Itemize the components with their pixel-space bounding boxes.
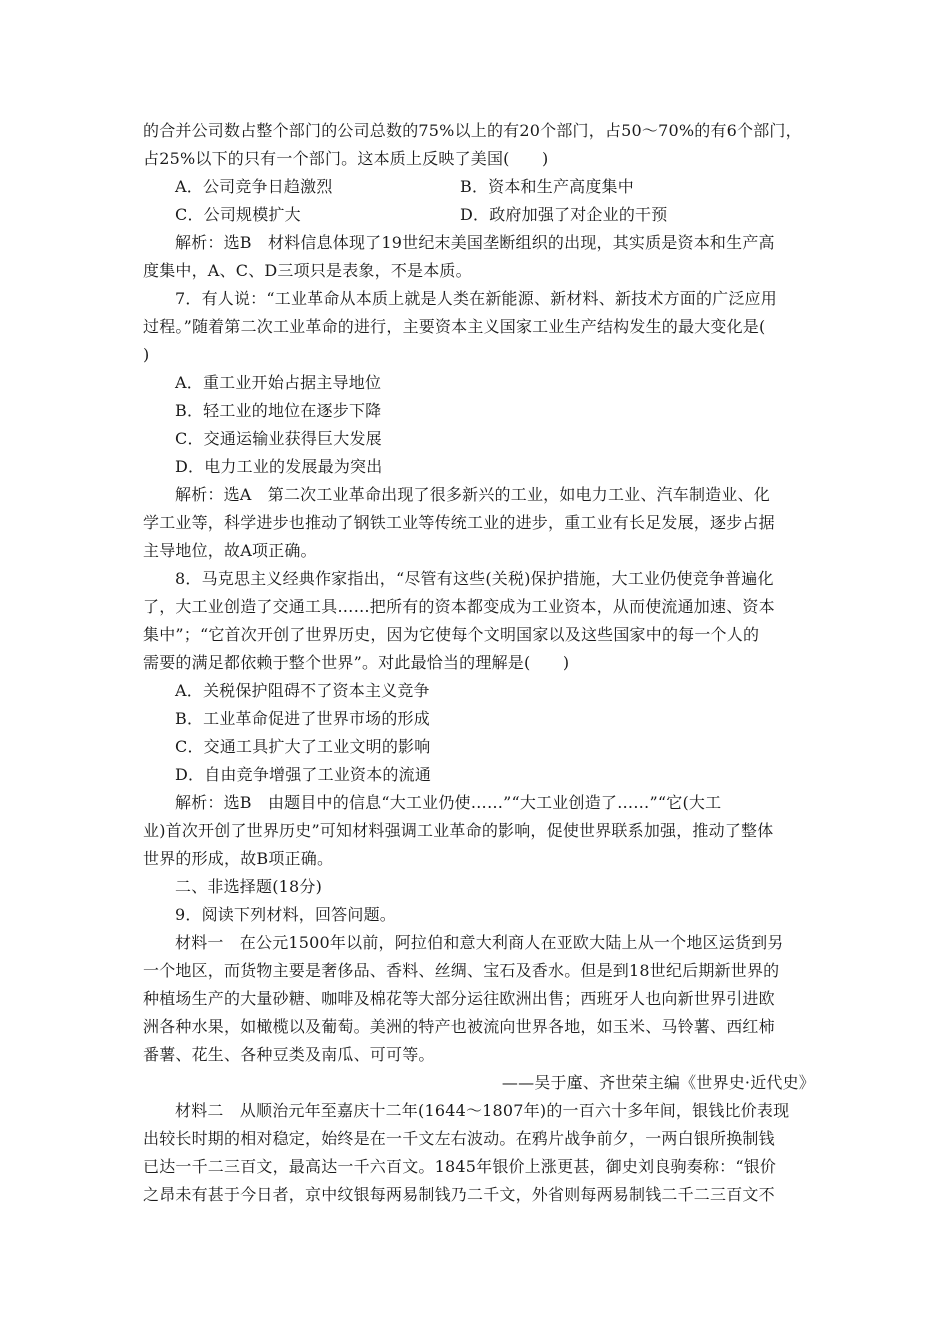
option-d: D．政府加强了对企业的干预 xyxy=(460,205,668,224)
text-line: 种植场生产的大量砂糖、咖啡及棉花等大部分运往欧洲出售；西班牙人也向新世界引进欧 xyxy=(143,989,775,1008)
answer-explanation: 解析：选B 材料信息体现了19世纪末美国垄断组织的出现，其实质是资本和生产高 xyxy=(175,233,775,252)
text-line: 学工业等，科学进步也推动了钢铁工业等传统工业的进步，重工业有长足发展，逐步占据 xyxy=(143,513,775,532)
text-line: 集中”；“它首次开创了世界历史，因为它使每个文明国家以及这些国家中的每一个人的 xyxy=(143,625,760,644)
text-line: ) xyxy=(143,345,150,364)
question-8: 8．马克思主义经典作家指出，“尽管有这些(关税)保护措施，大工业仍使竞争普遍化 xyxy=(175,569,774,588)
question-7: 7．有人说：“工业革命从本质上就是人类在新能源、新材料、新技术方面的广泛应用 xyxy=(175,289,777,308)
text-line: 了，大工业创造了交通工具……把所有的资本都变成为工业资本，从而使流通加速、资本 xyxy=(143,597,775,616)
option-d: D．电力工业的发展最为突出 xyxy=(175,457,383,476)
text-line: 洲各种水果，如橄榄以及葡萄。美洲的特产也被流向世界各地，如玉米、马铃薯、西红柿 xyxy=(143,1017,775,1036)
option-d: D．自由竞争增强了工业资本的流通 xyxy=(175,765,432,784)
option-c: C．交通工具扩大了工业文明的影响 xyxy=(175,737,431,756)
text-line: 出较长时期的相对稳定，始终是在一千文左右波动。在鸦片战争前夕，一两白银所换制钱 xyxy=(143,1129,775,1148)
text-line: 的合并公司数占整个部门的公司总数的75%以上的有20个部门，占50～70%的有6个部门， xyxy=(143,121,802,140)
option-a: A．关税保护阻碍不了资本主义竞争 xyxy=(175,681,430,700)
text-line: 已达一千二三百文，最高达一千六百文。1845年银价上涨更甚，御史刘良驹奏称：“银价 xyxy=(143,1157,777,1176)
text-line: 番薯、花生、各种豆类及南瓜、可可等。 xyxy=(143,1045,435,1064)
answer-explanation: 解析：选A 第二次工业革命出现了很多新兴的工业，如电力工业、汽车制造业、化 xyxy=(175,485,770,504)
text-line: 世界的形成，故B项正确。 xyxy=(143,849,334,868)
answer-explanation: 解析：选B 由题目中的信息“大工业仍使……”“大工业创造了……”“它(大工 xyxy=(175,793,722,812)
section-heading: 二、非选择题(18分) xyxy=(175,877,323,896)
question-9: 9．阅读下列材料，回答问题。 xyxy=(175,905,396,924)
text-line: 主导地位，故A项正确。 xyxy=(143,541,317,560)
text-line: 需要的满足都依赖于整个世界”。对此最恰当的理解是( ) xyxy=(143,653,570,672)
text-line: 过程。”随着第二次工业革命的进行，主要资本主义国家工业生产结构发生的最大变化是( xyxy=(143,317,766,336)
text-line: 之昂未有甚于今日者，京中纹银每两易制钱乃二千文，外省则每两易制钱二千二三百文不 xyxy=(143,1185,775,1204)
material-2: 材料二 从顺治元年至嘉庆十二年(1644～1807年)的一百六十多年间，银钱比价表现 xyxy=(175,1101,790,1120)
option-b: B．工业革命促进了世界市场的形成 xyxy=(175,709,430,728)
text-line: 占25%以下的只有一个部门。这本质上反映了美国( ) xyxy=(143,149,549,168)
option-a: A．重工业开始占据主导地位 xyxy=(175,373,382,392)
option-a: A．公司竞争日趋激烈 xyxy=(175,177,333,196)
text-line: 一个地区，而货物主要是奢侈品、香料、丝绸、宝石及香水。但是到18世纪后期新世界的 xyxy=(143,961,780,980)
text-line: 业)首次开创了世界历史”可知材料强调工业革命的影响，促使世界联系加强，推动了整体 xyxy=(143,821,774,840)
citation-source: ——吴于廑、齐世荣主编《世界史·近代史》 xyxy=(501,1073,815,1092)
option-b: B．轻工业的地位在逐步下降 xyxy=(175,401,382,420)
material-1: 材料一 在公元1500年以前，阿拉伯和意大利商人在亚欧大陆上从一个地区运货到另 xyxy=(175,933,784,952)
option-c: C．交通运输业获得巨大发展 xyxy=(175,429,382,448)
option-b: B．资本和生产高度集中 xyxy=(460,177,634,196)
text-line: 度集中，A、C、D三项只是表象，不是本质。 xyxy=(143,261,472,280)
option-c: C．公司规模扩大 xyxy=(175,205,301,224)
